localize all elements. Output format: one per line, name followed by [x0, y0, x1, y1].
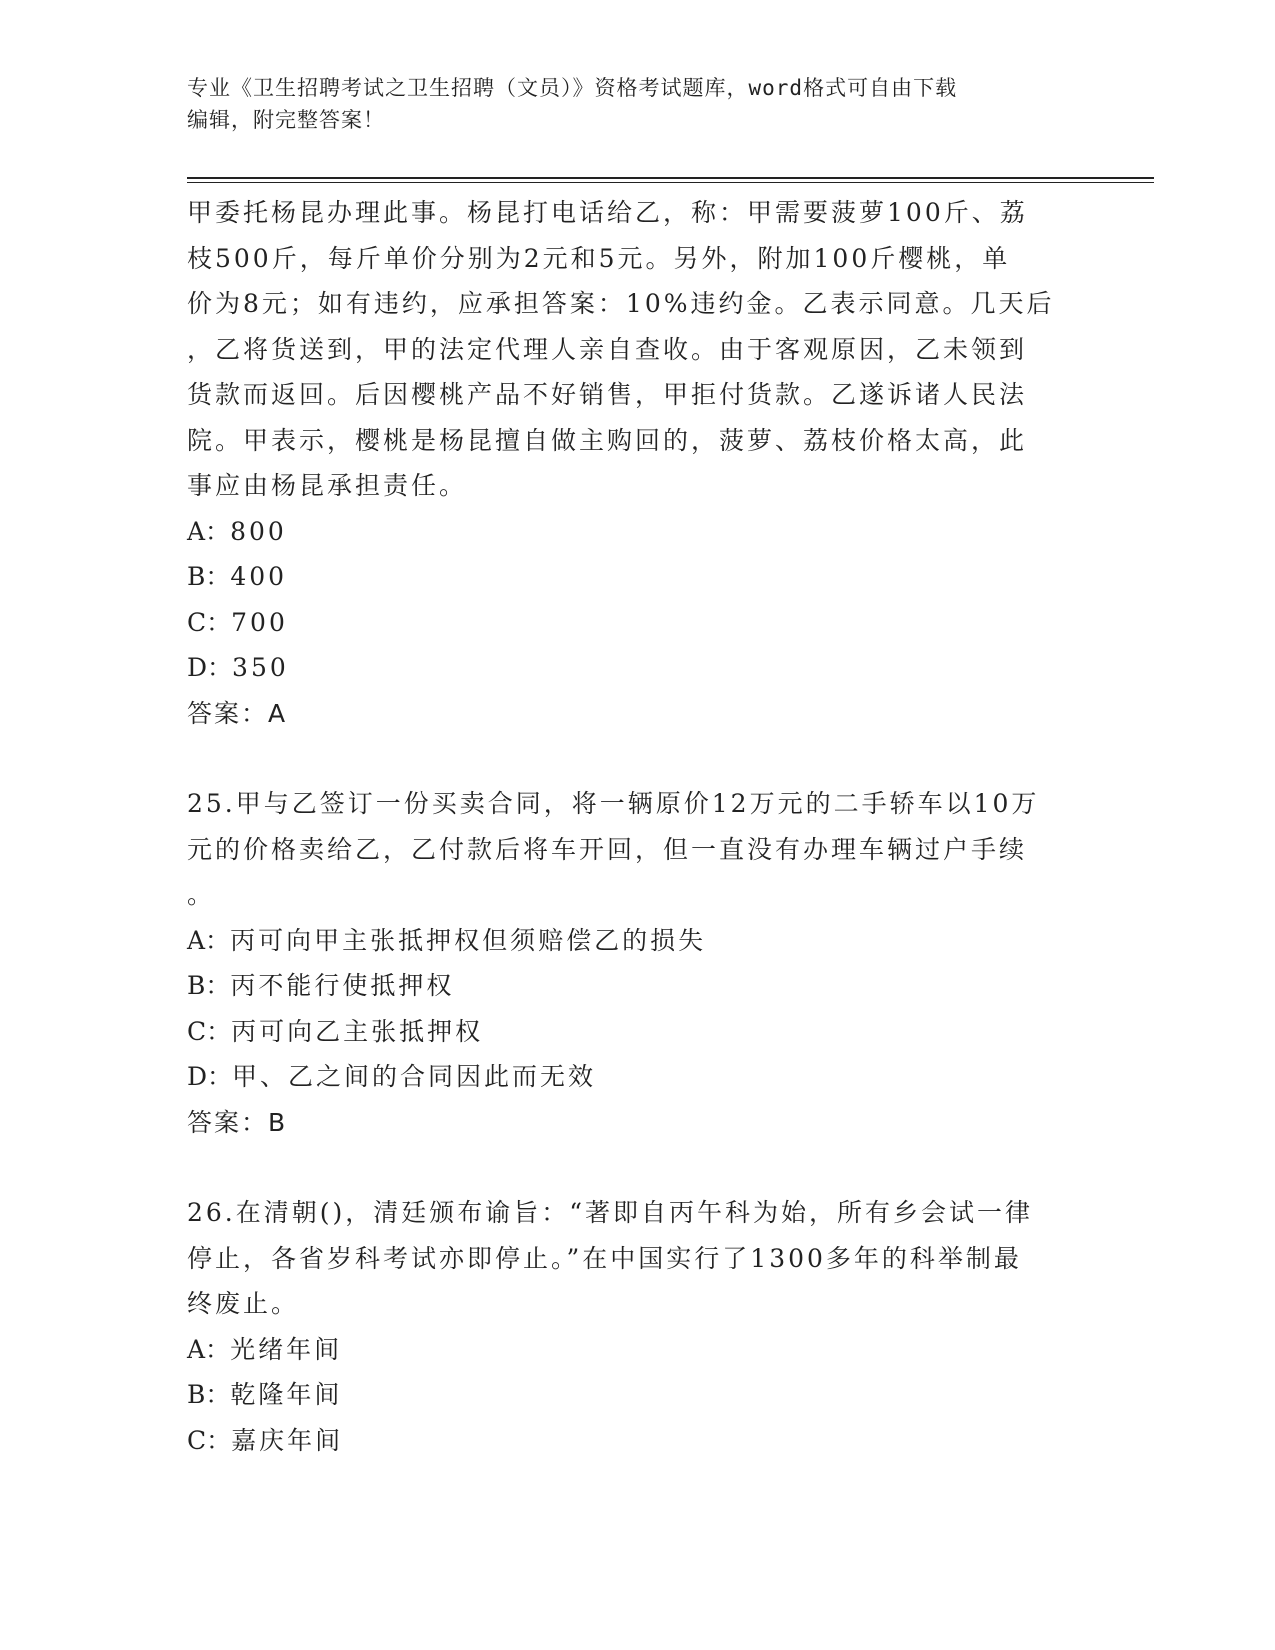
option-text: 800 — [230, 516, 287, 546]
option-text: 嘉庆年间 — [231, 1425, 344, 1455]
option-b — [187, 963, 1067, 1009]
option-b — [187, 1372, 1067, 1418]
stem-line: 枝500斤，每斤单价分别为2元和5元。另外，附加100斤樱桃，单 — [187, 243, 1011, 273]
stem-line: 25.甲与乙签订一份买卖合同，将一辆原价12万元的二手轿车以10万 — [187, 789, 1040, 818]
option-letter: A： — [187, 1334, 231, 1364]
option-a — [187, 918, 1067, 964]
option-text: 700 — [231, 607, 288, 637]
stem-line: ，乙将货送到，甲的法定代理人亲自查收。由于客观原因，乙未领到 — [187, 334, 1028, 364]
option-text: 400 — [230, 562, 288, 591]
stem-line: 终废止。 — [187, 1289, 300, 1318]
option-c — [187, 600, 1067, 646]
option-a — [187, 509, 1067, 555]
option-letter: D： — [187, 1062, 233, 1091]
option-letter: A： — [187, 925, 231, 955]
option-letter: C： — [187, 607, 232, 637]
option-letter: C： — [187, 1016, 232, 1046]
question-stem — [187, 190, 1067, 509]
answer-line: 答案：B — [187, 1107, 288, 1137]
header-line-1: 专业《卫生招聘考试之卫生招聘（文员）》资格考试题库，word格式可自由下载 — [187, 76, 958, 100]
stem-line: 价为8元；如有违约，应承担答案：10%违约金。乙表示同意。几天后 — [187, 289, 1055, 318]
option-letter: B： — [187, 562, 231, 591]
question-26 — [187, 1190, 1067, 1463]
stem-line: 院。甲表示，樱桃是杨昆擅自做主购回的，菠萝、荔枝价格太高，此 — [187, 425, 1028, 455]
stem-line: 元的价格卖给乙，乙付款后将车开回，但一直没有办理车辆过户手续 — [187, 834, 1028, 864]
document-body — [187, 190, 1067, 1463]
option-letter: C： — [187, 1425, 232, 1455]
option-text: 乾隆年间 — [230, 1380, 343, 1409]
stem-line: 事应由杨昆承担责任。 — [187, 471, 468, 500]
answer-line: 答案：A — [187, 698, 288, 728]
option-d — [187, 1054, 1067, 1100]
option-letter: B： — [187, 971, 231, 1000]
stem-line: 26.在清朝()，清廷颁布谕旨：“著即自丙午科为始，所有乡会试一律 — [187, 1198, 1034, 1227]
stem-line: 货款而返回。后因樱桃产品不好销售，甲拒付货款。乙遂诉诸人民法 — [187, 380, 1028, 409]
header-rule-thick — [187, 177, 1154, 179]
option-text: 光绪年间 — [230, 1334, 343, 1364]
option-text: 丙不能行使抵押权 — [230, 971, 455, 1000]
question-stem — [187, 1190, 1067, 1327]
option-a — [187, 1327, 1067, 1373]
question-24 — [187, 190, 1067, 736]
option-c — [187, 1009, 1067, 1055]
option-letter: B： — [187, 1380, 231, 1409]
option-text: 丙可向乙主张抵押权 — [231, 1016, 484, 1046]
option-letter: A： — [187, 516, 231, 546]
option-text: 丙可向甲主张抵押权但须赔偿乙的损失 — [230, 925, 707, 955]
question-stem — [187, 781, 1067, 918]
stem-line: 停止，各省岁科考试亦即停止。”在中国实行了1300多年的科举制最 — [187, 1243, 1022, 1273]
option-d — [187, 645, 1067, 691]
question-25 — [187, 781, 1067, 1145]
option-b — [187, 554, 1067, 600]
document-header — [187, 72, 1067, 136]
stem-line: 甲委托杨昆办理此事。杨昆打电话给乙，称：甲需要菠萝100斤、荔 — [187, 198, 1028, 227]
header-line-2: 编辑，附完整答案！ — [187, 108, 385, 132]
stem-line: 。 — [187, 880, 216, 909]
option-c — [187, 1418, 1067, 1464]
header-rule-thin — [187, 182, 1154, 183]
option-text: 甲、乙之间的合同因此而无效 — [232, 1062, 597, 1091]
option-letter: D： — [187, 653, 233, 682]
option-text: 350 — [232, 653, 289, 682]
